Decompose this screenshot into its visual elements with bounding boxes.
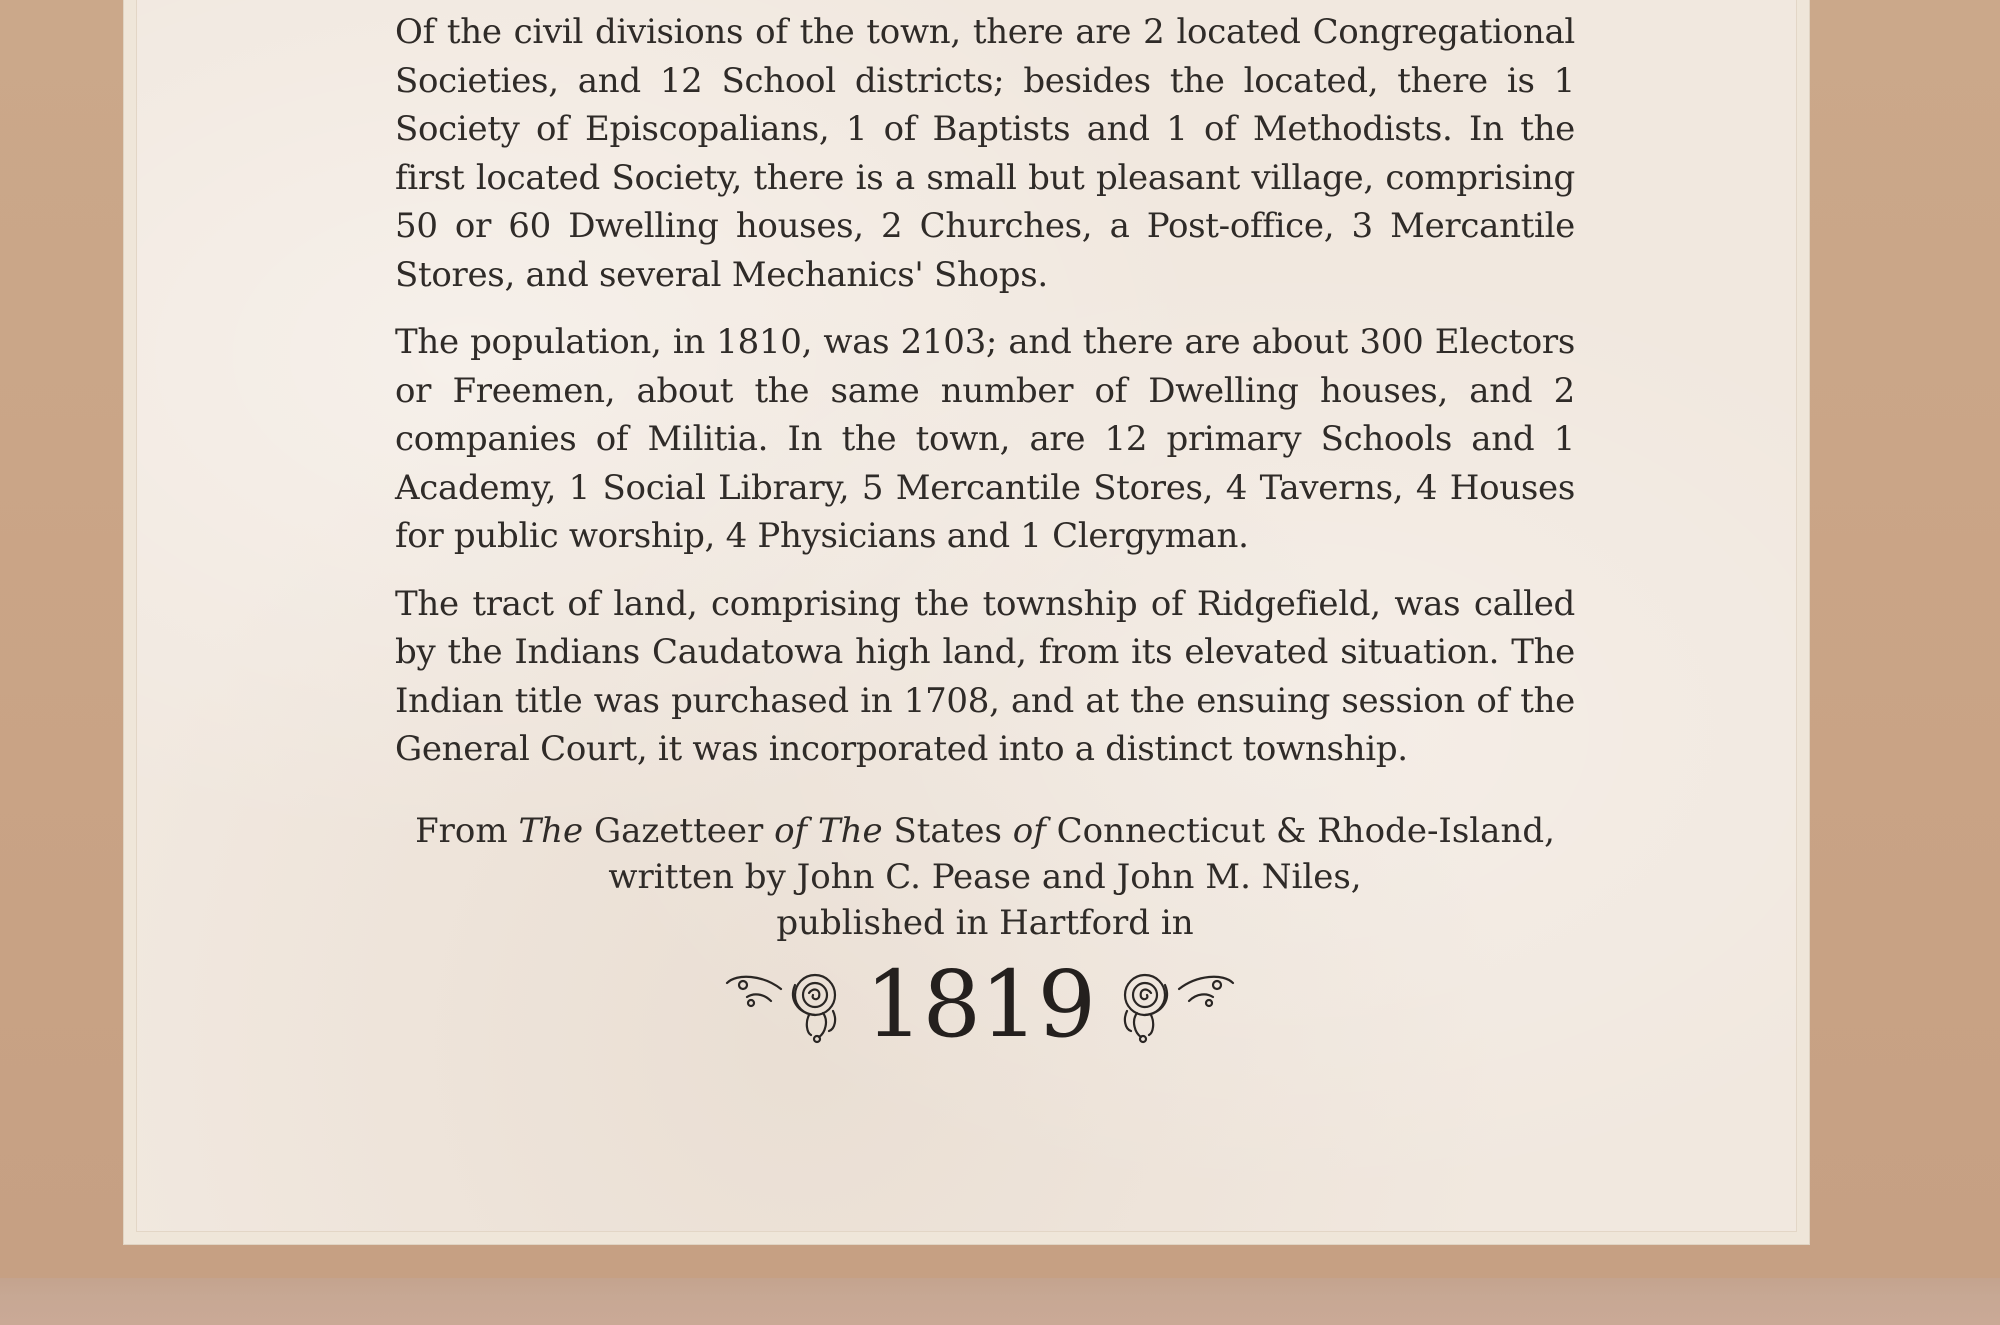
citation-line-1: From The Gazetteer of The States of Connecticut & Rhode-Island,: [415, 811, 1555, 851]
year-row: [720, 951, 1240, 1058]
left-flourish-icon: [723, 963, 843, 1047]
citation-line-3: published in Hartford in: [776, 903, 1194, 943]
publication-year: 1819: [864, 951, 1096, 1058]
right-flourish-icon: [1117, 963, 1237, 1047]
paragraph-population: The population, in 1810, was 2103; and there are about 300 Electors or Freemen, about the same number of Dwelling houses, and 2 companies of Militia. In the town, are 12 primary Schools and 1 Academy, 1 Social Library, 5 Mercantile Stores, 4 Taverns, 4 Houses for public worship, 4 Physicians and 1 Clergyman.: [395, 322, 1575, 556]
document-body: [395, 8, 1575, 793]
citation: [395, 808, 1575, 946]
paragraph-civil-divisions: Of the civil divisions of the town, there are 2 located Congregational Societies, and 12 School districts; besides the located, there is 1 Society of Episcopalians, 1 of Baptists and 1 of Methodists. In the first located Society, there is a small but pleasant village, comprising 50 or 60 Dwelling houses, 2 Churches, a Post-office, 3 Mercantile Stores, and several Mechanics' Shops.: [395, 12, 1575, 295]
paragraph-tract-of-land: The tract of land, comprising the township of Ridgefield, was called by the Indians Caudatowa high land, from its elevated situation. The Indian title was purchased in 1708, and at the ensuing session of the General Court, it was incorporated into a distinct township.: [395, 583, 1575, 769]
frame-edge: [0, 1278, 2000, 1325]
citation-line-2: written by John C. Pease and John M. Niles,: [608, 857, 1362, 897]
